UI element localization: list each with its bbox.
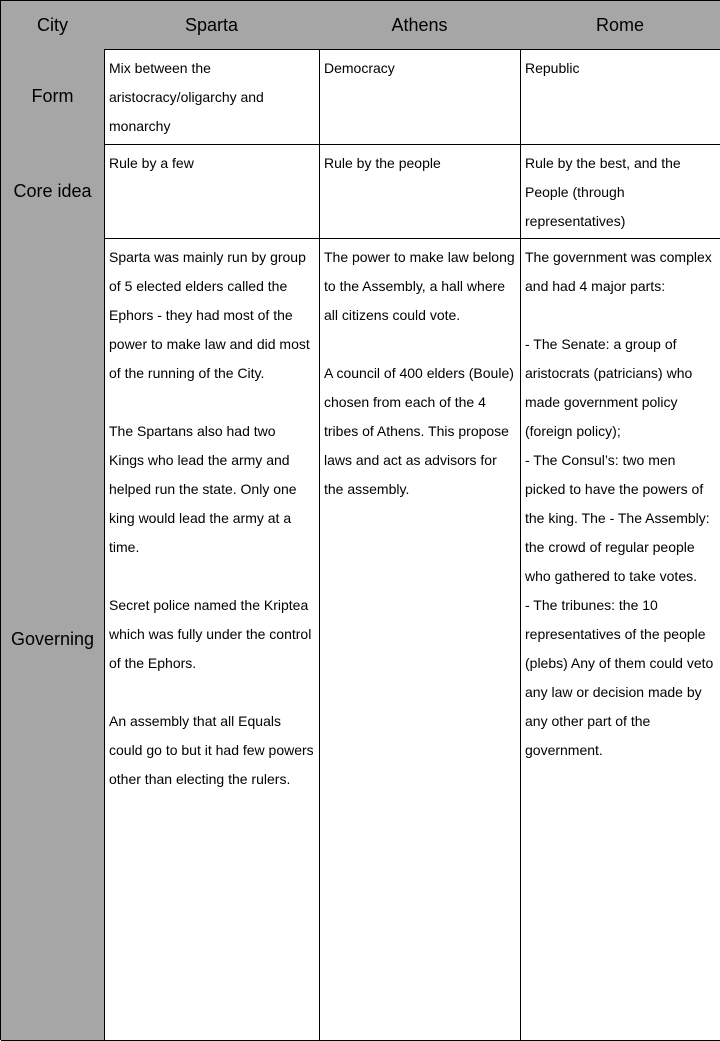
header-city: [1, 1, 105, 50]
cell-rome-form: [520, 49, 720, 145]
header-city-label: City: [37, 14, 68, 35]
cell-sparta-core-idea: [104, 144, 320, 239]
paragraph: Sparta was mainly run by group of 5 elected elders called the Ephors - they had most of the power to make law and did most of the running of the City.: [109, 249, 310, 381]
cell-text: Rule by the people: [324, 155, 441, 171]
list-item: - The Consul’s: two men picked to have the powers of the king. The - The Assembly: the crowd of regular people who gathered to take votes.: [525, 452, 714, 584]
paragraph: A council of 400 elders (Boule) chosen from each of the 4 tribes of Athens. This propose laws and act as advisors for the assembly.: [324, 365, 514, 497]
header-sparta-label: Sparta: [184, 14, 239, 35]
list-item: - The Senate: a group of aristocrats (patricians) who made government policy (foreign policy);: [525, 336, 697, 439]
row-label-form-text: Form: [31, 86, 74, 106]
cell-text: Republic: [525, 60, 580, 76]
paragraph: An assembly that all Equals could go to but it had few powers other than electing the rulers.: [109, 713, 314, 787]
list-item: - The tribunes: the 10 representatives of the people (plebs) Any of them could veto any law or decision made by any other part of the government.: [525, 597, 718, 758]
row-label-core-idea: [1, 144, 105, 239]
header-rome: [520, 1, 720, 50]
cell-sparta-form: [104, 49, 320, 145]
paragraph: The Spartans also had two Kings who lead the army and helped run the state. Only one king would lead the army at a time.: [109, 423, 297, 555]
cell-athens-form: [319, 49, 521, 145]
cell-athens-core-idea: [319, 144, 521, 239]
row-label-form: [1, 49, 105, 145]
paragraph: Secret police named the Kriptea which was fully under the control of the Ephors.: [109, 597, 312, 671]
cell-text: Rule by a few: [109, 155, 194, 171]
paragraph: The power to make law belong to the Assembly, a hall where all citizens could vote.: [324, 249, 515, 323]
cell-text: Democracy: [324, 60, 395, 76]
paragraph: The government was complex and had 4 major parts:: [525, 249, 712, 294]
cell-rome-core-idea: [520, 144, 720, 239]
header-athens-label: Athens: [391, 14, 448, 35]
cell-text: Rule by the best, and the People (through representatives): [525, 155, 681, 229]
row-label-governing: [1, 238, 105, 1041]
cell-sparta-governing: [104, 238, 320, 1041]
row-label-core-idea-text: Core idea: [13, 180, 92, 201]
header-athens: [319, 1, 521, 50]
row-label-governing-text: Governing: [10, 628, 95, 649]
cell-athens-governing: [319, 238, 521, 1041]
cell-rome-governing: [520, 238, 720, 1041]
header-rome-label: Rome: [595, 14, 644, 35]
header-sparta: [104, 1, 320, 50]
cell-text: Mix between the aristocracy/oligarchy and monarchy: [109, 60, 264, 134]
